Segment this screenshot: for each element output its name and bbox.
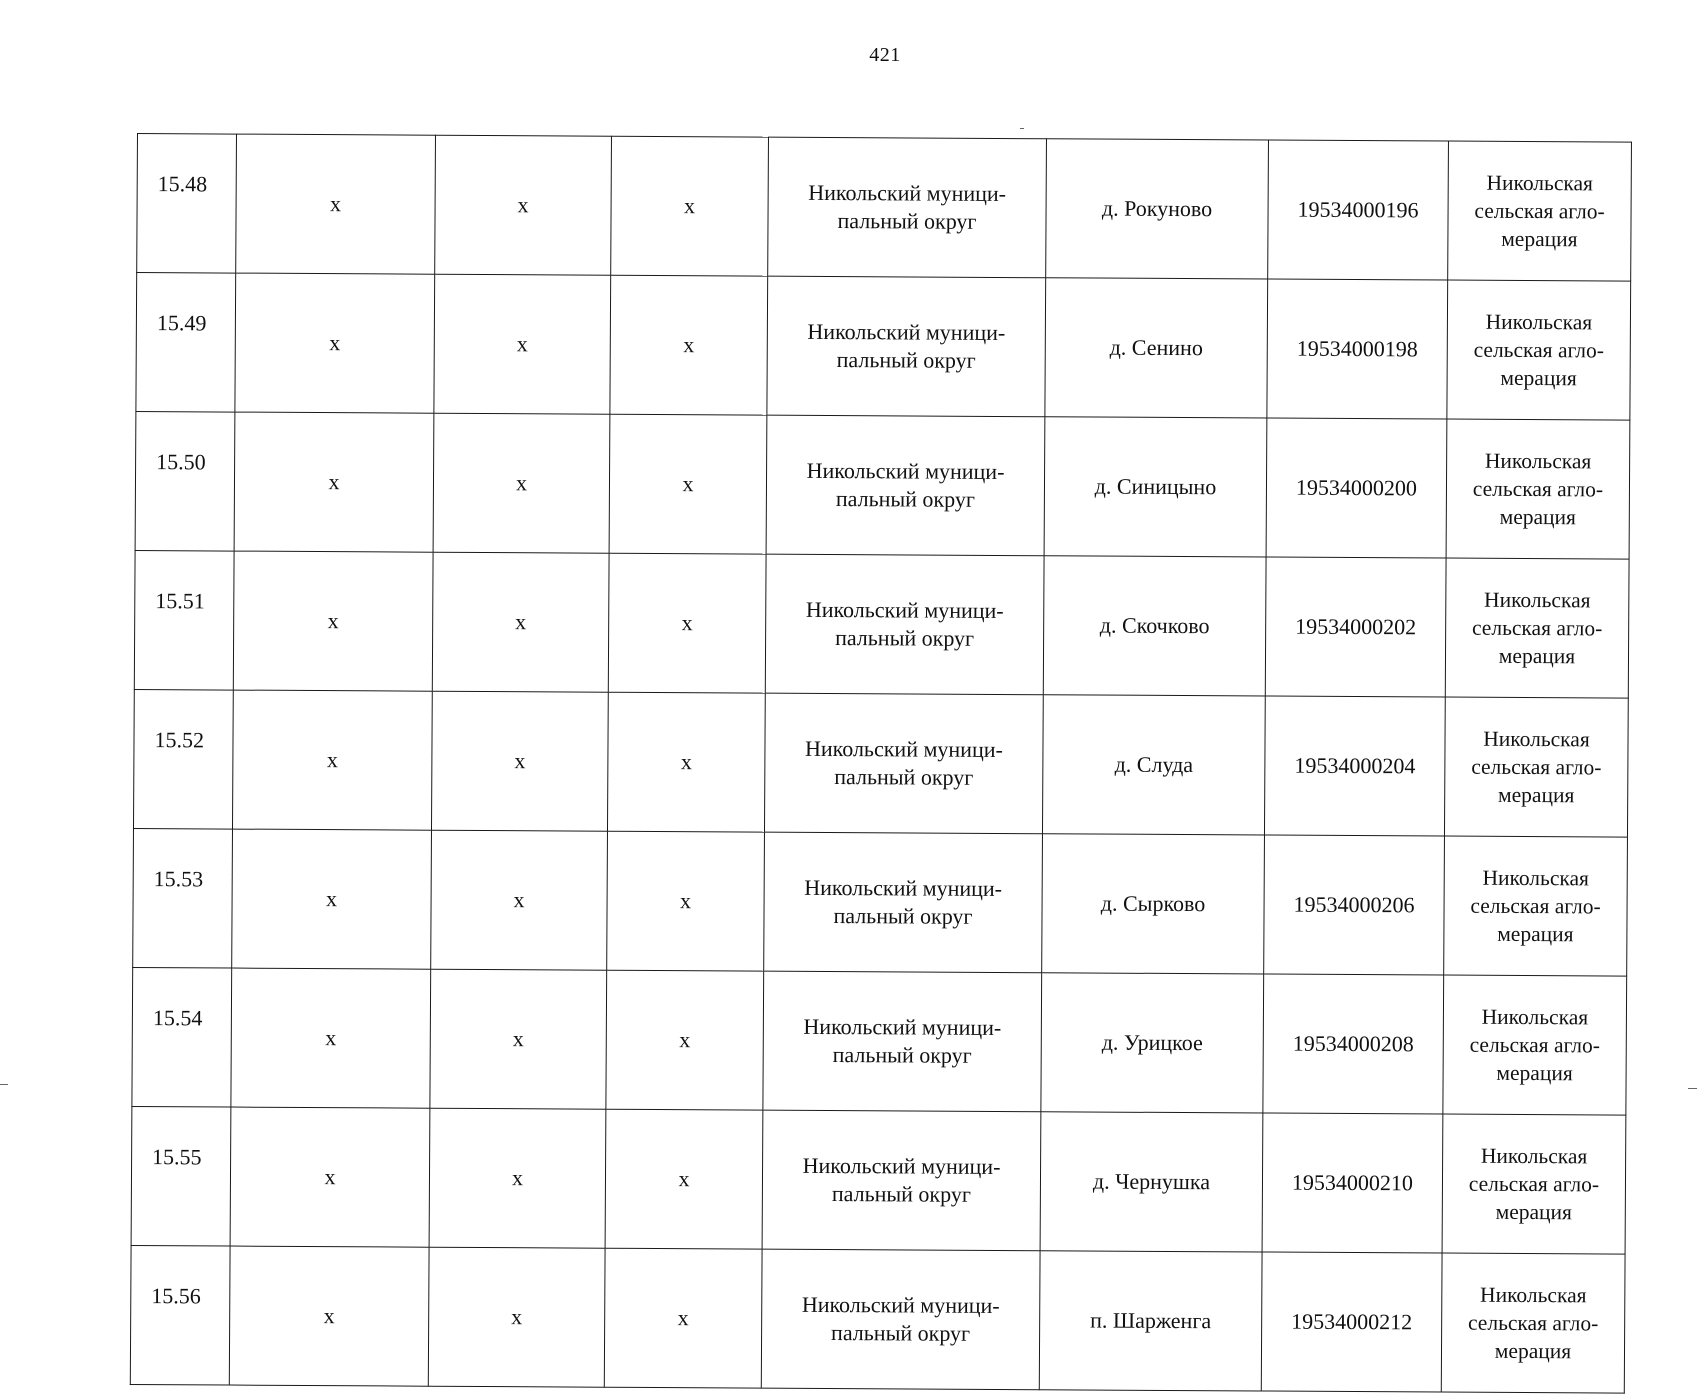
oktmo-code: 19534000200 <box>1295 474 1418 501</box>
scan-mark <box>0 1084 8 1085</box>
oktmo-code: 19534000212 <box>1291 1308 1413 1335</box>
agglomeration-line: Никольская <box>1484 448 1592 474</box>
municipality-cell <box>768 137 1047 278</box>
row-number-cell <box>137 134 237 274</box>
x-mark: x <box>326 747 338 773</box>
x-mark: x <box>512 1026 524 1052</box>
x-mark: x <box>515 470 528 496</box>
municipality-line: Никольский муници- <box>805 596 1004 623</box>
x-cell <box>605 1109 763 1249</box>
settlement-cell <box>1046 139 1269 279</box>
settlement-name: д. Слуда <box>1114 751 1194 778</box>
municipality-line: пальный округ <box>836 347 976 373</box>
agglomeration-cell <box>1443 975 1627 1115</box>
municipality-line: Никольский муници- <box>802 1152 1001 1179</box>
x-cell <box>606 970 764 1110</box>
x-mark: x <box>680 749 692 775</box>
agglomeration-cell <box>1447 280 1631 420</box>
municipality-line: Никольский муници- <box>806 457 1005 485</box>
agglomeration-cell <box>1442 1114 1626 1254</box>
agglomeration-line: мерация <box>1498 643 1576 669</box>
row-number-cell <box>131 1106 231 1246</box>
x-mark: x <box>330 191 342 217</box>
municipality-line: пальный округ <box>835 486 975 512</box>
settlement-name: д. Сырково <box>1100 890 1206 917</box>
agglomeration-line: сельская агло- <box>1474 198 1605 224</box>
x-mark: x <box>517 192 529 218</box>
municipality-line: Никольский муници- <box>803 1013 1002 1040</box>
x-cell <box>610 275 768 415</box>
municipality-line: пальный округ <box>832 1042 972 1068</box>
municipality-line: пальный округ <box>833 903 973 929</box>
row-number-cell <box>130 1245 230 1385</box>
municipality-line: пальный округ <box>837 208 977 234</box>
scan-mark <box>1020 128 1024 129</box>
code-cell <box>1267 279 1448 419</box>
agglomeration-line: сельская агло- <box>1472 476 1604 502</box>
x-cell <box>231 968 431 1108</box>
agglomeration-line: Никольская <box>1481 1004 1589 1030</box>
agglomeration-cell <box>1444 836 1628 976</box>
x-cell <box>611 136 769 276</box>
x-cell <box>431 830 608 970</box>
municipality-cell <box>767 276 1046 417</box>
agglomeration-line: Никольская <box>1480 1143 1588 1169</box>
x-mark: x <box>682 471 694 497</box>
x-mark: x <box>325 1025 337 1051</box>
x-cell <box>434 274 611 414</box>
code-cell <box>1261 1252 1442 1392</box>
agglomeration-line: сельская агло- <box>1470 893 1601 919</box>
agglomeration-line: Никольская <box>1480 1282 1587 1308</box>
x-cell <box>230 1107 430 1247</box>
table-row <box>132 967 1627 1115</box>
x-mark: x <box>678 1166 690 1192</box>
municipality-line: пальный округ <box>831 1181 971 1207</box>
x-mark: x <box>328 469 340 495</box>
oktmo-code: 19534000198 <box>1296 335 1418 362</box>
settlement-cell <box>1044 417 1267 557</box>
agglomeration-line: Никольская <box>1486 170 1594 196</box>
table-row <box>133 689 1628 837</box>
x-mark: x <box>511 1165 524 1191</box>
agglomeration-line: мерация <box>1497 782 1575 808</box>
row-number-cell <box>132 967 232 1107</box>
agglomeration-cell <box>1448 141 1632 281</box>
agglomeration-line: мерация <box>1495 1199 1573 1225</box>
x-mark: x <box>681 610 693 636</box>
settlement-cell <box>1039 1251 1262 1391</box>
settlement-name: д. Рокуново <box>1101 195 1213 222</box>
row-number: 15.48 <box>157 171 208 197</box>
x-cell <box>608 553 766 693</box>
oktmo-code: 19534000206 <box>1293 891 1415 918</box>
municipality-cell <box>763 971 1042 1112</box>
x-cell <box>607 831 765 971</box>
row-number-cell <box>133 828 233 968</box>
settlement-name: д. Сенино <box>1109 334 1203 361</box>
x-cell <box>232 690 432 830</box>
settlement-cell <box>1045 278 1268 418</box>
table-row <box>130 1245 1625 1393</box>
x-mark: x <box>514 748 526 774</box>
municipality-line: Никольский муници- <box>804 735 1003 762</box>
x-mark: x <box>679 1027 691 1053</box>
municipality-cell <box>762 1110 1041 1251</box>
municipality-line: Никольский муници- <box>801 1291 1000 1318</box>
x-cell <box>431 691 608 831</box>
settlement-name: д. Урицкое <box>1101 1029 1203 1056</box>
agglomeration-line: сельская агло- <box>1471 615 1603 641</box>
municipality-cell <box>764 693 1043 834</box>
settlement-name: п. Шарженга <box>1090 1307 1212 1334</box>
oktmo-code: 19534000210 <box>1291 1169 1414 1196</box>
code-cell <box>1265 557 1446 697</box>
x-mark: x <box>511 1304 523 1330</box>
table-body <box>130 134 1631 1394</box>
x-cell <box>435 135 612 275</box>
municipality-line: Никольский муници- <box>807 318 1006 346</box>
municipality-cell <box>766 415 1045 556</box>
agglomeration-line: сельская агло- <box>1473 337 1604 363</box>
agglomeration-line: мерация <box>1497 921 1574 947</box>
settlement-name: д. Синицыно <box>1094 473 1217 500</box>
row-number-cell <box>134 550 234 690</box>
x-mark: x <box>683 332 695 358</box>
settlement-cell <box>1042 834 1265 974</box>
x-mark: x <box>516 331 528 357</box>
table-row <box>134 550 1629 698</box>
oktmo-code: 19534000204 <box>1294 752 1416 779</box>
row-number: 15.50 <box>156 449 206 475</box>
settlement-cell <box>1043 556 1266 696</box>
x-cell <box>430 969 607 1109</box>
row-number: 15.56 <box>151 1283 201 1309</box>
code-cell <box>1264 696 1445 836</box>
agglomeration-line: мерация <box>1501 226 1578 252</box>
agglomeration-line: Никольская <box>1483 726 1590 752</box>
row-number: 15.51 <box>155 588 205 614</box>
x-cell <box>428 1247 605 1387</box>
row-number-cell <box>136 273 236 413</box>
agglomeration-line: мерация <box>1496 1060 1573 1086</box>
x-cell <box>432 552 609 692</box>
x-cell <box>236 134 436 274</box>
settlement-cell <box>1042 695 1265 835</box>
agglomeration-cell <box>1446 419 1630 559</box>
x-mark: x <box>680 888 692 914</box>
code-cell <box>1266 418 1447 558</box>
agglomeration-line: мерация <box>1494 1338 1572 1364</box>
agglomeration-cell <box>1445 558 1629 698</box>
municipality-line: Никольский муници- <box>808 179 1007 207</box>
table-row <box>136 273 1631 421</box>
x-mark: x <box>515 609 527 635</box>
agglomeration-line: мерация <box>1499 504 1577 530</box>
oktmo-code: 19534000208 <box>1292 1030 1414 1057</box>
municipality-line: пальный округ <box>831 1320 971 1346</box>
row-number: 15.54 <box>152 1005 203 1031</box>
municipality-cell <box>765 554 1044 695</box>
oktmo-code: 19534000202 <box>1295 613 1417 640</box>
agglomeration-line: сельская агло- <box>1467 1310 1599 1336</box>
row-number-cell <box>133 689 233 829</box>
row-number-cell <box>135 411 235 551</box>
x-cell <box>429 1108 606 1248</box>
agglomeration-line: сельская агло- <box>1471 754 1602 780</box>
x-cell <box>229 1246 429 1386</box>
settlement-name: д. Чернушка <box>1092 1168 1211 1195</box>
x-mark: x <box>323 1303 335 1329</box>
x-cell <box>233 551 433 691</box>
x-cell <box>235 273 435 413</box>
agglomeration-line: Никольская <box>1485 309 1593 335</box>
x-cell <box>607 692 765 832</box>
x-mark: x <box>684 193 696 219</box>
agglomeration-line: Никольская <box>1482 865 1590 891</box>
page-number: 421 <box>869 44 901 66</box>
municipality-line: пальный округ <box>834 764 974 790</box>
row-number: 15.55 <box>152 1144 202 1170</box>
x-mark: x <box>327 608 339 634</box>
scan-mark <box>1688 1088 1697 1089</box>
x-mark: x <box>513 887 525 913</box>
x-mark: x <box>677 1305 689 1331</box>
oktmo-code: 19534000196 <box>1297 196 1419 223</box>
table-row <box>135 411 1630 559</box>
municipality-line: Никольский муници- <box>804 874 1003 901</box>
agglomeration-cell <box>1441 1253 1625 1393</box>
agglomeration-line: сельская агло- <box>1469 1032 1600 1058</box>
agglomeration-cell <box>1444 697 1628 837</box>
x-mark: x <box>324 1164 336 1190</box>
x-cell <box>234 412 434 552</box>
x-mark: x <box>329 330 341 356</box>
agglomeration-line: сельская агло- <box>1468 1171 1600 1197</box>
municipality-cell <box>761 1249 1040 1390</box>
row-number: 15.53 <box>153 866 204 892</box>
settlement-cell <box>1040 1112 1263 1252</box>
x-cell <box>433 413 610 553</box>
settlement-cell <box>1041 973 1264 1113</box>
table-row <box>137 134 1632 282</box>
x-mark: x <box>326 886 338 912</box>
code-cell <box>1264 835 1445 975</box>
table-row <box>133 828 1628 976</box>
x-cell <box>609 414 767 554</box>
table-row <box>131 1106 1626 1254</box>
row-number: 15.52 <box>154 727 205 753</box>
code-cell <box>1263 974 1444 1114</box>
agglomeration-line: Никольская <box>1484 587 1591 613</box>
municipality-line: пальный округ <box>835 625 975 651</box>
settlement-name: д. Скочково <box>1099 612 1210 639</box>
agglomeration-line: мерация <box>1500 365 1577 391</box>
settlements-table <box>130 133 1632 1394</box>
x-cell <box>232 829 432 969</box>
municipality-cell <box>764 832 1043 973</box>
x-cell <box>604 1248 762 1388</box>
code-cell <box>1262 1113 1443 1253</box>
row-number: 15.49 <box>156 310 207 336</box>
code-cell <box>1268 140 1449 280</box>
